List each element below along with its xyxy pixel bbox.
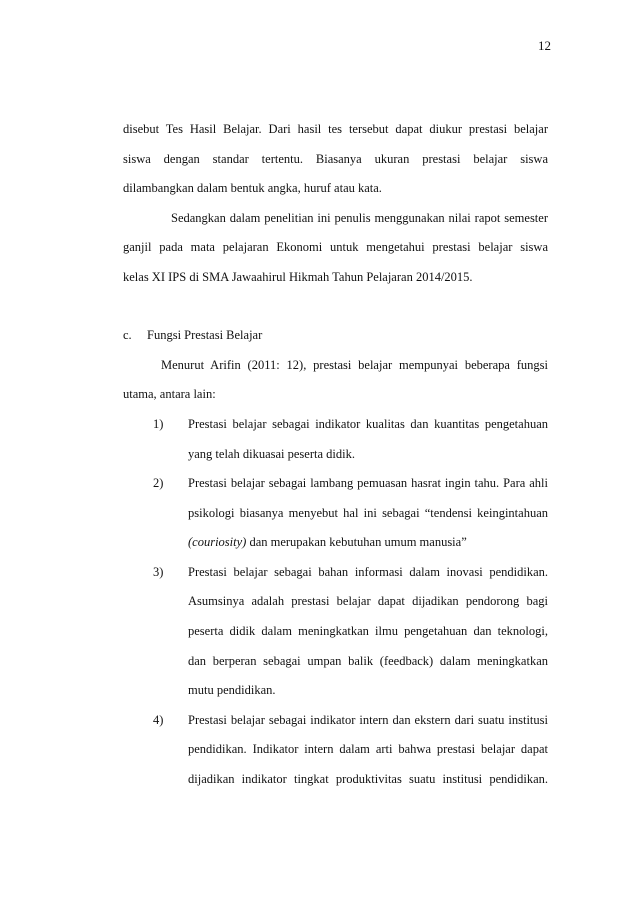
- list-item-number: 1): [153, 417, 164, 431]
- list-item-line: Asumsinya adalah prestasi belajar dapat dijadikan pendorong bagi: [188, 594, 548, 608]
- paragraph-2-line: Sedangkan dalam penelitian ini penulis menggunakan nilai rapot semester: [171, 211, 548, 225]
- list-item-line: yang telah dikuasai peserta didik.: [188, 447, 355, 461]
- list-item-number: 3): [153, 565, 164, 579]
- intro-line: utama, antara lain:: [123, 387, 216, 401]
- list-item-line: pendidikan. Indikator intern dalam arti bahwa prestasi belajar dapat: [188, 742, 548, 756]
- list-item-number: 2): [153, 476, 164, 490]
- list-item-tail: dan merupakan kebutuhan umum manusia”: [246, 535, 467, 549]
- list-item-line: [188, 534, 467, 550]
- list-item-line: mutu pendidikan.: [188, 683, 276, 697]
- italic-term: (couriosity): [188, 535, 247, 549]
- list-item-line: Prestasi belajar sebagai indikator kualitas dan kuantitas pengetahuan: [188, 417, 548, 431]
- list-item-line: psikologi biasanya menyebut hal ini sebagai “tendensi keingintahuan: [188, 506, 548, 520]
- page-number: 12: [538, 38, 551, 53]
- paragraph-2-line: kelas XI IPS di SMA Jawaahirul Hikmah Tahun Pelajaran 2014/2015.: [123, 270, 473, 284]
- intro-line: Menurut Arifin (2011: 12), prestasi belajar mempunyai beberapa fungsi: [161, 358, 548, 372]
- list-item-line: Prestasi belajar sebagai indikator intern dan ekstern dari suatu institusi: [188, 713, 548, 727]
- paragraph-1-line: siswa dengan standar tertentu. Biasanya ukuran prestasi belajar siswa: [123, 152, 548, 166]
- paragraph-1-line: disebut Tes Hasil Belajar. Dari hasil tes tersebut dapat diukur prestasi belajar: [123, 122, 548, 136]
- section-title: Fungsi Prestasi Belajar: [147, 328, 263, 342]
- list-item-line: dijadikan indikator tingkat produktivitas suatu institusi pendidikan.: [188, 772, 548, 786]
- list-item-line: peserta didik dalam meningkatkan ilmu pengetahuan dan teknologi,: [188, 624, 548, 638]
- list-item-line: Prestasi belajar sebagai lambang pemuasan hasrat ingin tahu. Para ahli: [188, 476, 548, 490]
- paragraph-1-line: dilambangkan dalam bentuk angka, huruf atau kata.: [123, 181, 382, 195]
- list-item-line: dan berperan sebagai umpan balik (feedback) dalam meningkatkan: [188, 654, 548, 668]
- list-item-line: Prestasi belajar sebagai bahan informasi dalam inovasi pendidikan.: [188, 565, 548, 579]
- list-item-number: 4): [153, 713, 164, 727]
- section-marker: c.: [123, 328, 132, 342]
- paragraph-2-line: ganjil pada mata pelajaran Ekonomi untuk mengetahui prestasi belajar siswa: [123, 240, 548, 254]
